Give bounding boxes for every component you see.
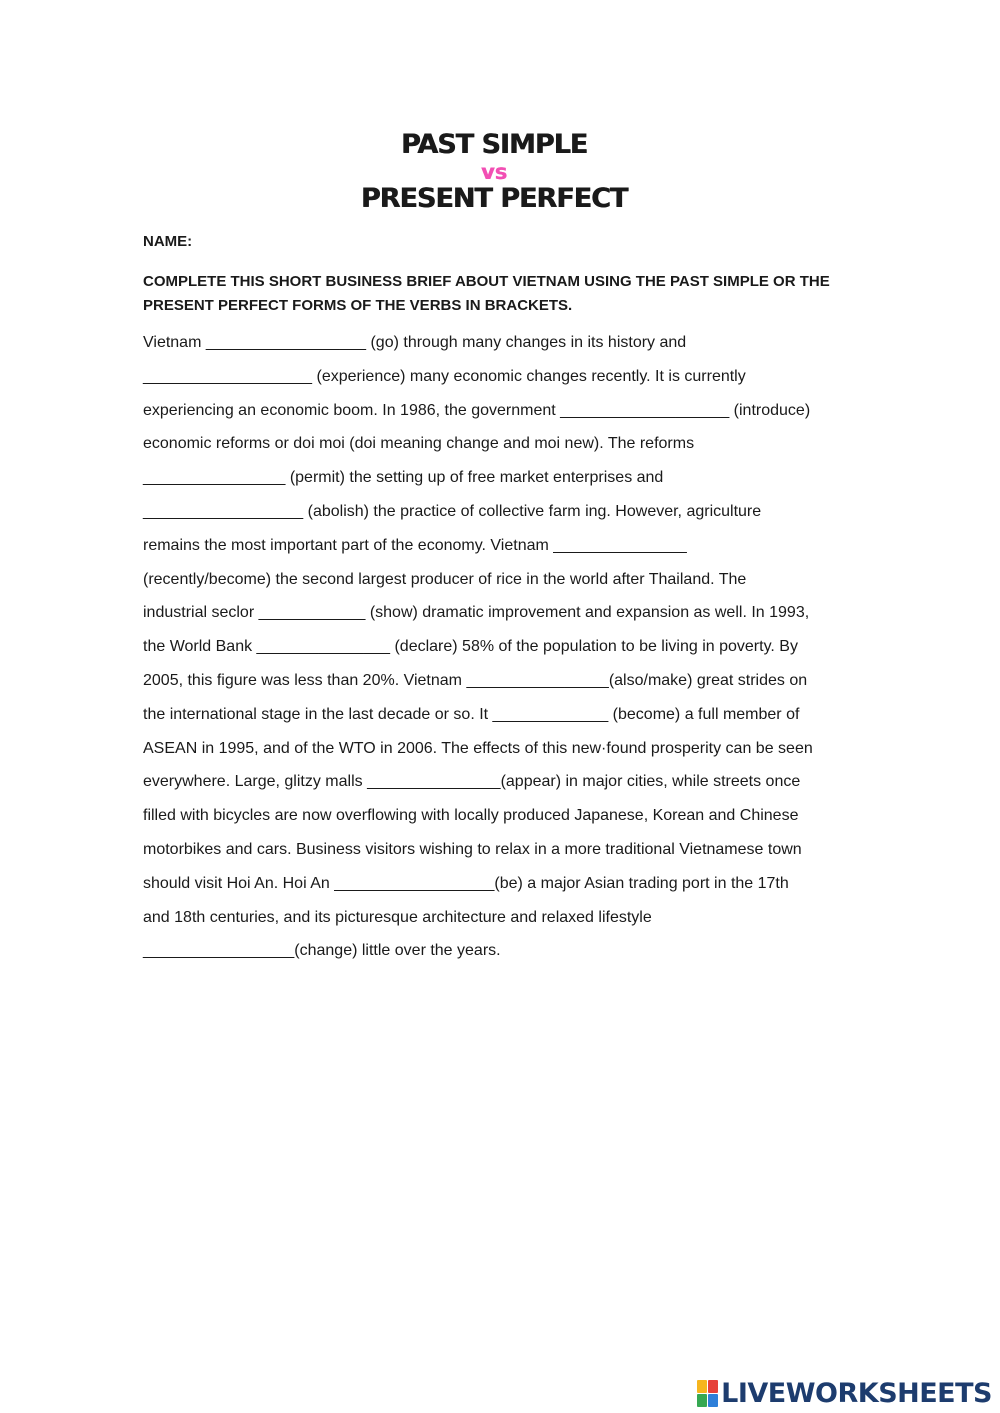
body-line: the World Bank _______________ (declare) 58% of the population to be living in poverty. By: [143, 638, 798, 656]
body-line: industrial seclor ____________ (show) dramatic improvement and expansion as well. In 1993,: [143, 604, 810, 622]
body-line: economic reforms or doi moi (doi meaning change and moi new). The reforms: [143, 435, 695, 453]
body-line: ASEAN in 1995, and of the WTO in 2006. The effects of this new·found prosperity can be seen: [143, 739, 813, 757]
body-line: everywhere. Large, glitzy malls _______________(appear) in major cities, while streets once: [143, 773, 801, 791]
body-line: and 18th centuries, and its picturesque architecture and relaxed lifestyle: [143, 908, 652, 926]
title-vs: vs: [480, 160, 508, 184]
logo-tile-icon: [708, 1394, 718, 1407]
body-line: motorbikes and cars. Business visitors wishing to relax in a more traditional Vietnamese town: [143, 840, 802, 858]
body-line: ________________ (permit) the setting up of free market enterprises and: [143, 469, 664, 487]
logo-text: LIVEWORKSHEETS: [721, 1377, 992, 1409]
exercise-paragraph: [143, 330, 863, 972]
body-line: __________________ (abolish) the practice of collective farm ing. However, agriculture: [143, 502, 762, 520]
body-line: remains the most important part of the economy. Vietnam _______________: [143, 536, 687, 554]
body-line: _________________(change) little over the years.: [143, 942, 501, 960]
body-line: Vietnam __________________ (go) through many changes in its history and: [143, 334, 687, 351]
logo-tile-icon: [697, 1380, 707, 1393]
body-line: 2005, this figure was less than 20%. Vietnam ________________(also/make) great strides on: [143, 671, 808, 689]
title-past-simple: PAST SIMPLE: [400, 129, 588, 160]
body-line: experiencing an economic boom. In 1986, the government ___________________ (introduce): [143, 401, 811, 419]
body-line: the international stage in the last decade or so. It _____________ (become) a full member of: [143, 705, 800, 723]
liveworksheets-logo: [697, 1378, 992, 1408]
body-line: should visit Hoi An. Hoi An __________________(be) a major Asian trading port in the 17th: [143, 874, 789, 892]
worksheet-title: [0, 128, 988, 216]
name-label: NAME:: [143, 233, 193, 250]
logo-mark-icon: [697, 1380, 718, 1407]
body-line: (recently/become) the second largest producer of rice in the world after Thailand. The: [143, 570, 747, 588]
logo-tile-icon: [697, 1394, 707, 1407]
body-line: filled with bicycles are now overflowing with locally produced Japanese, Korean and Chinese: [143, 807, 799, 825]
body-line: ___________________ (experience) many economic changes recently. It is currently: [143, 367, 746, 385]
instructions: COMPLETE THIS SHORT BUSINESS BRIEF ABOUT VIETNAM USING THE PAST SIMPLE OR THE PRESENT PERFECT FORMS OF THE VERBS IN BRACKETS.: [143, 273, 830, 314]
logo-tile-icon: [708, 1380, 718, 1393]
title-present-perfect: PRESENT PERFECT: [360, 183, 628, 214]
